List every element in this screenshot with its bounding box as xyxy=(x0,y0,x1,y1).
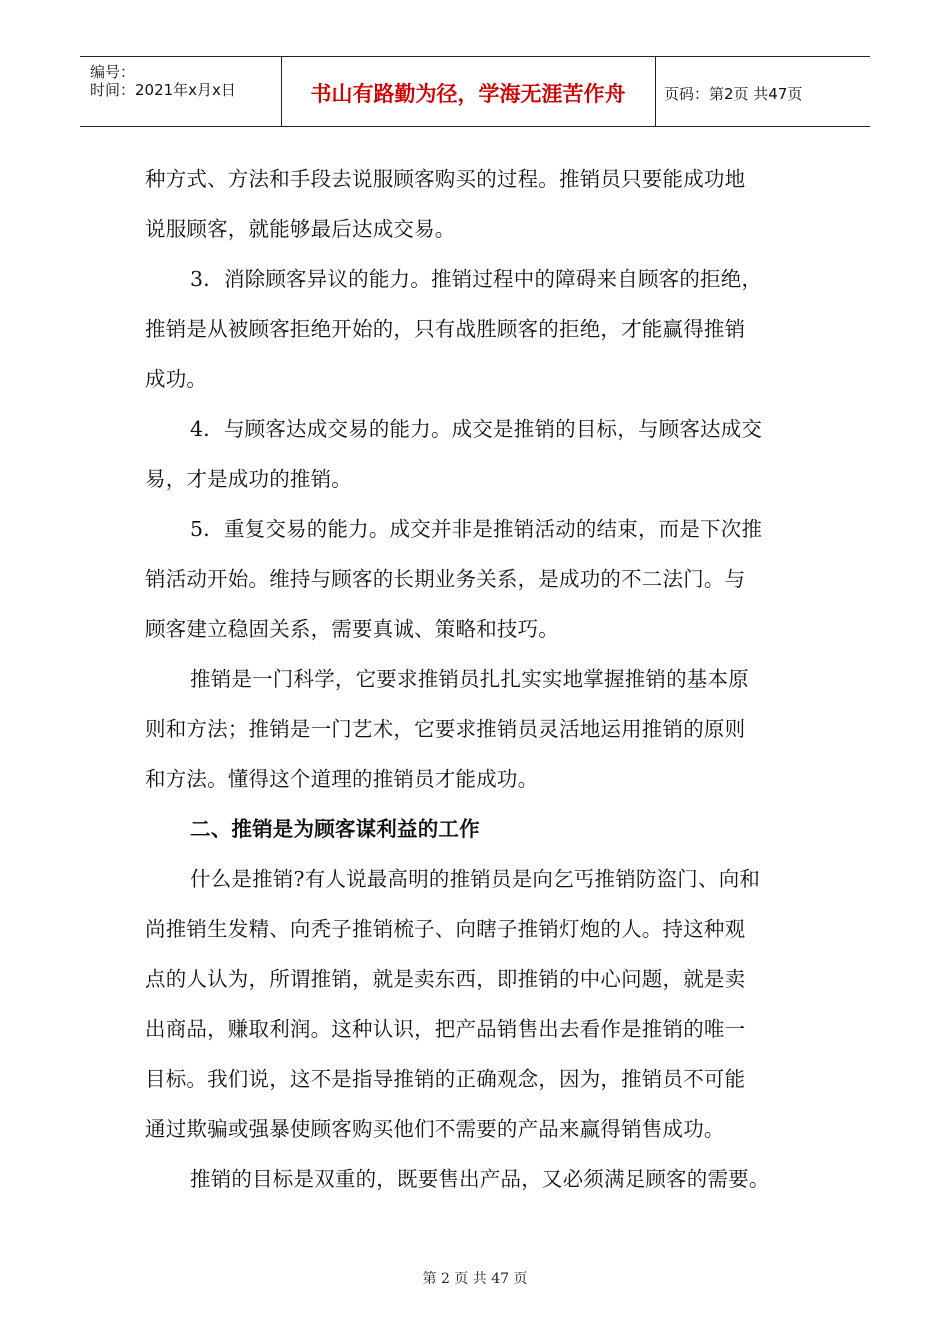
header-motto: 书山有路勤为径，学海无涯苦作舟 xyxy=(310,82,626,106)
body-text-line: 目标。我们说，这不是指导推销的正确观念，因为，推销员不可能 xyxy=(145,1067,746,1091)
document-body xyxy=(145,154,825,1204)
body-text-line: 点的人认为，所谓推销，就是卖东西，即推销的中心问题，就是卖 xyxy=(145,967,746,991)
body-text-line: 和方法。懂得这个道理的推销员才能成功。 xyxy=(145,767,539,791)
body-text-line: 销活动开始。维持与顾客的长期业务关系，是成功的不二法门。与 xyxy=(145,567,746,591)
body-text-line: 5．重复交易的能力。成交并非是推销活动的结束，而是下次推 xyxy=(190,517,763,541)
body-text-line: 3．消除顾客异议的能力。推销过程中的障碍来自顾客的拒绝， xyxy=(190,267,763,291)
body-text-line: 4．与顾客达成交易的能力。成交是推销的目标，与顾客达成交 xyxy=(190,417,763,441)
body-text-line: 易，才是成功的推销。 xyxy=(145,467,352,491)
page-footer: 第 2 页 共 47 页 xyxy=(422,1271,528,1287)
header-page-cell xyxy=(655,57,870,126)
body-text-line: 顾客建立稳固关系，需要真诚、策略和技巧。 xyxy=(145,617,559,641)
section-heading: 二、推销是为顾客谋利益的工作 xyxy=(190,817,480,841)
header-info-cell xyxy=(80,57,282,126)
body-text-line: 种方式、方法和手段去说服顾客购买的过程。推销员只要能成功地 xyxy=(145,167,746,191)
body-text-line: 推销的目标是双重的，既要售出产品，又必须满足顾客的需要。 xyxy=(190,1167,770,1191)
document-date: 时间：2021年x月x日 xyxy=(90,81,236,99)
page-header xyxy=(80,56,870,127)
document-number-label: 编号： xyxy=(90,63,136,81)
body-text-line: 什么是推销?有人说最高明的推销员是向乞丐推销防盗门、向和 xyxy=(190,867,761,891)
body-text-line: 则和方法；推销是一门艺术，它要求推销员灵活地运用推销的原则 xyxy=(145,717,746,741)
body-text-line: 通过欺骗或强暴使顾客购买他们不需要的产品来赢得销售成功。 xyxy=(145,1117,725,1141)
body-text-line: 推销是一门科学，它要求推销员扎扎实实地掌握推销的基本原 xyxy=(190,667,749,691)
body-text-line: 推销是从被顾客拒绝开始的，只有战胜顾客的拒绝，才能赢得推销 xyxy=(145,317,746,341)
body-text-line: 说服顾客，就能够最后达成交易。 xyxy=(145,217,456,241)
header-page-info: 页码：第2页 共47页 xyxy=(664,85,803,103)
body-text-line: 尚推销生发精、向秃子推销梳子、向瞎子推销灯炮的人。持这种观 xyxy=(145,917,746,941)
header-motto-cell xyxy=(281,57,656,126)
body-text-line: 成功。 xyxy=(145,367,208,391)
body-text-line: 出商品，赚取利润。这种认识，把产品销售出去看作是推销的唯一 xyxy=(145,1017,746,1041)
